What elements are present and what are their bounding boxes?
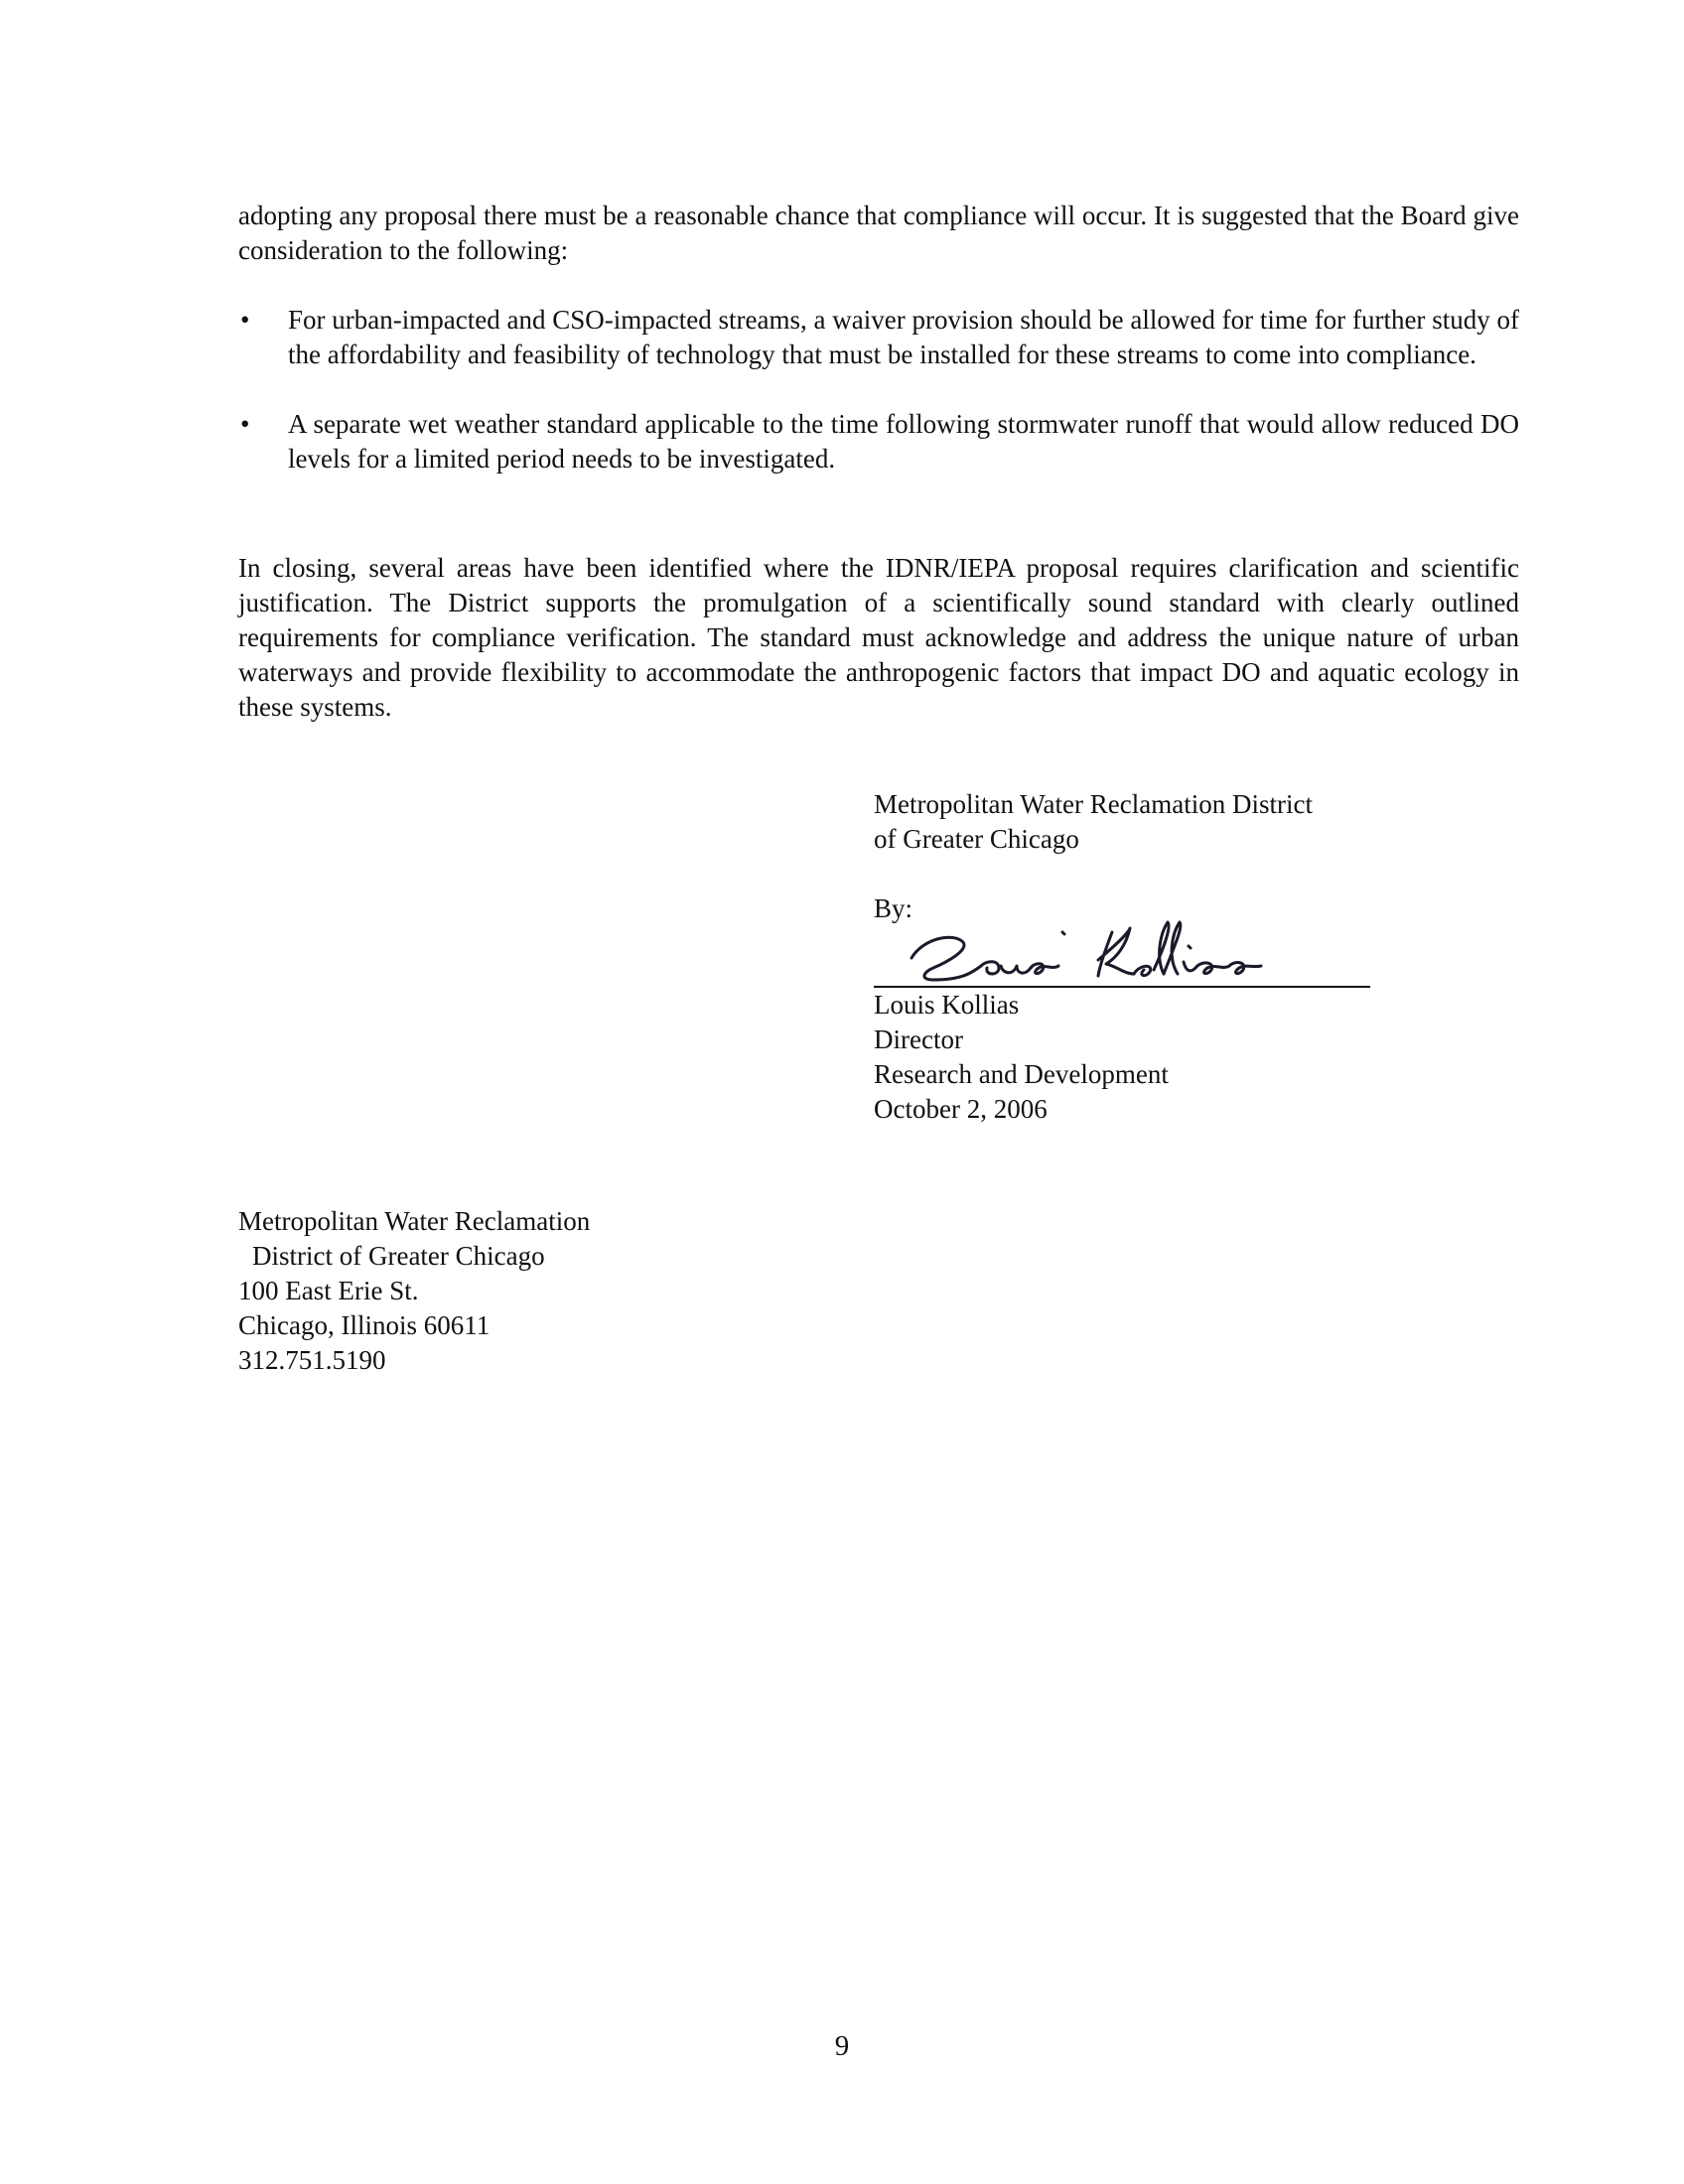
signer-department: Research and Development (874, 1059, 1169, 1089)
signature-org-line2: of Greater Chicago (874, 824, 1079, 854)
handwritten-signature (904, 918, 1321, 990)
recommendation-list (238, 303, 1519, 477)
address-line: Chicago, Illinois 60611 (238, 1310, 491, 1340)
address-line: 100 East Erie St. (238, 1276, 419, 1305)
bullet-icon: • (240, 305, 250, 335)
signature-org-line1: Metropolitan Water Reclamation District (874, 789, 1313, 819)
mailing-address (238, 1204, 590, 1378)
signature-line (874, 926, 1370, 988)
signature-block (874, 787, 1370, 1127)
signer-title: Director (874, 1024, 963, 1054)
signer-name: Louis Kollias (874, 990, 1020, 1020)
bullet-icon: • (240, 409, 250, 439)
closing-paragraph: In closing, several areas have been identified where the IDNR/IEPA proposal requires clarification and scientific justification. The District supports the promulgation of a scientifically sound standard with clearly outlined requirements for compliance verification. The standard must acknowledge and address the unique nature of urban waterways and provide flexibility to accommodate the anthropogenic factors that impact DO and aquatic ecology in these systems. (238, 553, 1519, 722)
address-line: Metropolitan Water Reclamation (238, 1206, 591, 1236)
intro-paragraph: adopting any proposal there must be a reasonable chance that compliance will occur. It is suggested that the Board give consideration to the following: (238, 201, 1519, 265)
page-number: 9 (834, 2030, 850, 2062)
address-line: District of Greater Chicago (252, 1241, 545, 1271)
phone-number: 312.751.5190 (238, 1345, 386, 1375)
list-item (238, 407, 1519, 477)
bullet-text: A separate wet weather standard applicable to the time following stormwater runoff that would allow reduced DO levels for a limited period needs to be investigated. (288, 409, 1519, 474)
signature-date: October 2, 2006 (874, 1094, 1048, 1124)
list-item (238, 303, 1519, 372)
by-label: By: (874, 893, 913, 923)
bullet-text: For urban-impacted and CSO-impacted streams, a waiver provision should be allowed for time for further study of the affordability and feasibility of technology that must be installed for these streams to come into compliance. (288, 305, 1519, 369)
